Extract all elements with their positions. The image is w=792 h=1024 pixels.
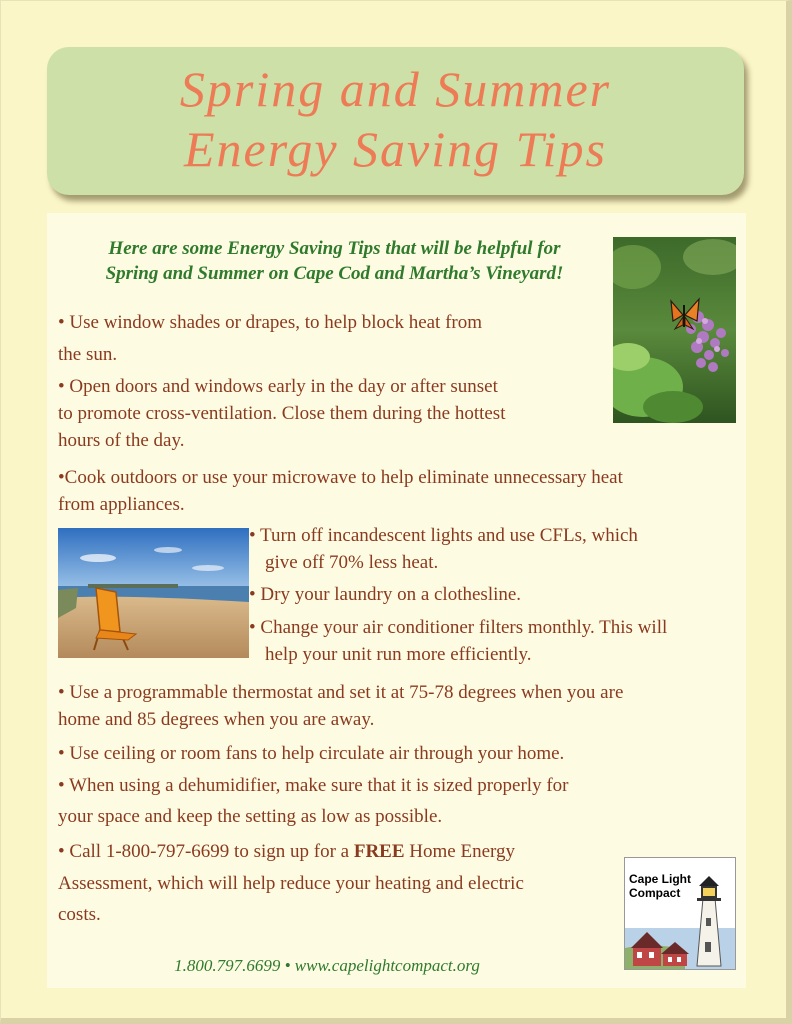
tip-window-shades (58, 309, 482, 368)
tip-cfl (249, 522, 638, 576)
logo-line-1: Cape Light (629, 872, 691, 886)
tip-text: • Use ceiling or room fans to help circulate air through your home. (58, 743, 565, 764)
footer-contact: 1.800.797.6699 • www.capelightcompact.org (174, 956, 480, 975)
tip-text: • Use window shades or drapes, to help block heat from (58, 312, 483, 333)
tip-dehumidifier (58, 772, 569, 830)
tip-text: give off 70% less heat. (265, 552, 439, 573)
tip-text: home and 85 degrees when you are away. (58, 709, 375, 730)
tip-text: • Change your air conditioner filters monthly. This will (249, 617, 668, 638)
tip-clothesline (249, 581, 521, 608)
cape-light-compact-logo (624, 857, 736, 970)
tip-text: • Call 1-800-797-6699 to sign up for a (58, 841, 354, 862)
logo-line-2: Compact (629, 886, 681, 900)
tip-text: the sun. (58, 344, 118, 365)
tip-cook-outdoors (58, 464, 623, 518)
tip-open-doors (58, 373, 505, 454)
tip-text (58, 838, 524, 865)
title-line-1: Spring and Summer (179, 61, 612, 117)
tip-text: • Open doors and windows early in the day or after sunset (58, 376, 498, 397)
free-emphasis: FREE (353, 841, 405, 862)
tip-text: •Cook outdoors or use your microwave to help eliminate unnecessary heat (58, 467, 623, 488)
tip-text: Home Energy (404, 841, 515, 862)
tip-fans (58, 740, 564, 767)
tip-call-assessment (58, 838, 524, 928)
tip-text: from appliances. (58, 494, 185, 515)
butterfly-photo (613, 237, 736, 423)
beach-photo (58, 528, 249, 658)
tip-text: costs. (58, 904, 101, 925)
tip-text: Assessment, which will help reduce your heating and electric (58, 873, 524, 894)
intro-text (62, 236, 607, 286)
tip-text: help your unit run more efficiently. (265, 644, 532, 665)
tip-text: • Dry your laundry on a clothesline. (249, 584, 522, 605)
logo-text (629, 872, 699, 900)
intro-line-2: Spring and Summer on Cape Cod and Martha’s Vineyard! (105, 263, 564, 284)
tip-text: • When using a dehumidifier, make sure that it is sized properly for (58, 775, 569, 796)
title-line-2: Energy Saving Tips (183, 121, 607, 177)
tip-text: • Use a programmable thermostat and set it at 75-78 degrees when you are (58, 682, 624, 703)
title-banner (47, 47, 744, 195)
intro-line-1: Here are some Energy Saving Tips that will be helpful for (108, 238, 561, 259)
tip-thermostat (58, 679, 623, 733)
tip-text: • Turn off incandescent lights and use CFLs, which (249, 525, 638, 546)
tip-ac-filters (249, 614, 667, 668)
tip-text: hours of the day. (58, 430, 185, 451)
tip-text: your space and keep the setting as low as possible. (58, 806, 443, 827)
tip-text: to promote cross-ventilation. Close them during the hottest (58, 403, 506, 424)
